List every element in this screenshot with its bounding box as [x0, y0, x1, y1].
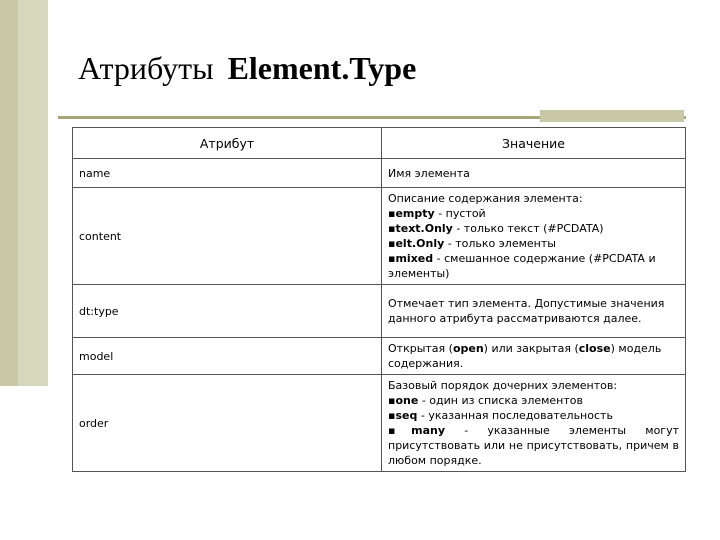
item-term: mixed	[395, 252, 434, 265]
attr-value-cell	[382, 375, 686, 472]
item-term: elt.Only	[395, 237, 445, 250]
slide-title	[78, 50, 416, 87]
table-row	[73, 338, 686, 375]
bullet-icon: ▪	[388, 237, 396, 250]
attr-value-cell: Отмечает тип элемента. Допустимые значения данного атрибута рассматриваются далее.	[382, 285, 686, 338]
title-prefix: Атрибуты	[78, 50, 214, 86]
item-desc: - смешанное содержание (#PCDATA и элементы)	[388, 252, 656, 280]
list-item	[388, 251, 679, 281]
list-item	[388, 221, 679, 236]
value-text: ) или закрытая (	[483, 342, 579, 355]
attr-name-cell: model	[73, 338, 382, 375]
bullet-icon: ▪	[388, 409, 396, 422]
bullet-icon: ▪	[388, 222, 396, 235]
item-desc: - только текст (#PCDATA)	[452, 222, 604, 235]
table-header-row	[73, 128, 686, 159]
item-term: empty	[395, 207, 435, 220]
attr-name-cell: order	[73, 375, 382, 472]
header-value: Значение	[382, 128, 686, 159]
item-desc: - один из списка элементов	[418, 394, 583, 407]
list-item	[388, 408, 679, 423]
table-row	[73, 159, 686, 188]
bullet-icon: ▪	[388, 207, 396, 220]
attributes-table	[72, 127, 686, 472]
value-text: Открытая (	[388, 342, 453, 355]
bullet-icon: ▪	[388, 252, 396, 265]
item-term: one	[395, 394, 419, 407]
title-bold: Element.Type	[227, 50, 417, 86]
item-desc: - указанные элементы могут присутствовать или не присутствовать, причем в любом порядке.	[388, 424, 679, 467]
item-desc: - указанная последовательность	[417, 409, 613, 422]
item-term: seq	[395, 409, 418, 422]
table-row	[73, 188, 686, 285]
attr-value-cell: Имя элемента	[382, 159, 686, 188]
item-desc: - пустой	[434, 207, 486, 220]
item-term: text.Only	[395, 222, 453, 235]
title-underline-accent	[540, 110, 684, 122]
attr-value-cell	[382, 338, 686, 375]
table-row	[73, 285, 686, 338]
attr-value-cell	[382, 188, 686, 285]
bullet-icon: ▪	[388, 424, 412, 437]
value-term-open: open	[452, 342, 484, 355]
list-item	[388, 236, 679, 251]
item-desc: - только элементы	[444, 237, 556, 250]
header-attribute: Атрибут	[73, 128, 382, 159]
value-intro: Базовый порядок дочерних элементов:	[388, 379, 618, 392]
table-row	[73, 375, 686, 472]
list-item	[388, 206, 679, 221]
list-item	[388, 423, 679, 468]
value-term-close: close	[578, 342, 611, 355]
list-item	[388, 393, 679, 408]
bullet-icon: ▪	[388, 394, 396, 407]
attr-name-cell: name	[73, 159, 382, 188]
value-intro: Описание содержания элемента:	[388, 192, 583, 205]
left-decor-bar-inner	[18, 0, 48, 386]
item-term: many	[411, 424, 446, 437]
value-text: ) модель содержания.	[388, 342, 662, 370]
attr-name-cell: content	[73, 188, 382, 285]
attr-name-cell: dt:type	[73, 285, 382, 338]
